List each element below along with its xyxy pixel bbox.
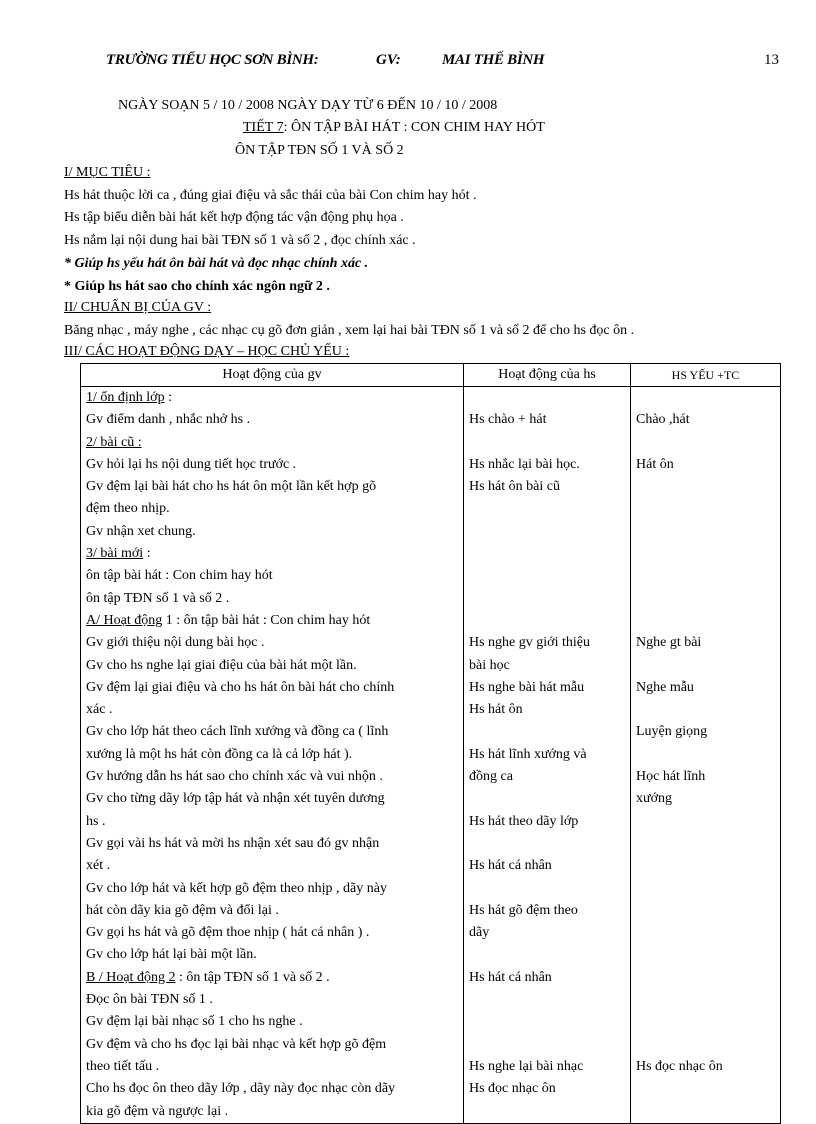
weak-student-line xyxy=(636,967,775,989)
student-activity-line xyxy=(469,521,625,543)
weak-student-line xyxy=(636,476,775,498)
teacher-activity-line: hs . xyxy=(86,813,106,829)
teacher-activity-line: xác . xyxy=(86,702,113,718)
weak-student-line: xướng xyxy=(636,791,672,807)
weak-student-line: Nghe mẫu xyxy=(636,679,694,695)
student-activity-line: Hs hát gõ đệm theo xyxy=(469,902,578,918)
weak-student-line: Chào ,hát xyxy=(636,412,690,428)
weak-student-line xyxy=(636,833,775,855)
teacher-activity-line: kia gõ đệm và ngược lại . xyxy=(86,1103,229,1119)
student-activity-line: Hs nghe gv giới thiệu xyxy=(469,635,590,651)
student-activity-line: đồng ca xyxy=(469,769,513,785)
date-line: NGÀY SOẠN 5 / 10 / 2008 NGÀY DẠY TỪ 6 ĐẾN 10 / 10 / 2008 xyxy=(118,98,498,113)
student-activity-line: Hs hát cá nhân xyxy=(469,858,552,874)
teacher-activity-line: Gv đệm lại bài hát cho hs hát ôn một lần kết hợp gõ xyxy=(86,479,377,495)
weak-student-line xyxy=(636,811,775,833)
teacher-activity-line xyxy=(86,610,458,632)
section-label: 3/ bài mới xyxy=(86,546,144,562)
section-label-tail: 1 : ôn tập bài hát : Con chim hay hót xyxy=(162,612,371,628)
objective-note: * Giúp hs hát sao cho chính xác ngôn ngữ 2 . xyxy=(64,279,330,294)
student-activity-line: Hs nhắc lại bài học. xyxy=(469,456,580,472)
teacher-activity-line: Gv đệm lại giai điệu và cho hs hát ôn bài hát cho chính xyxy=(86,679,395,695)
teacher-activity-line: Gv điểm danh , nhắc nhở hs . xyxy=(86,412,251,428)
section-label: B / Hoạt động 2 xyxy=(86,969,176,985)
weak-student-line xyxy=(636,699,775,721)
activities-table xyxy=(80,363,781,1124)
student-activity-line: Hs nghe bài hát mẫu xyxy=(469,679,585,695)
student-activity-line: Hs hát ôn xyxy=(469,702,523,718)
column-header-weak-students: HS YẾU +TC xyxy=(631,364,781,387)
weak-student-line xyxy=(636,543,775,565)
weak-student-line xyxy=(636,387,775,409)
objective-item: Hs nắm lại nội dung hai bài TĐN số 1 và số 2 , đọc chính xác . xyxy=(64,233,416,248)
student-activity-line xyxy=(469,721,625,743)
teacher-activity-line: đệm theo nhịp. xyxy=(86,501,170,517)
student-activity-line xyxy=(469,588,625,610)
weak-student-line: Học hát lĩnh xyxy=(636,769,706,785)
teacher-label: GV: xyxy=(376,52,401,68)
section-label-tail: : xyxy=(143,546,151,562)
section-label-tail: : ôn tập TĐN số 1 và số 2 . xyxy=(175,969,330,985)
teacher-activity-line: ôn tập TĐN số 1 và số 2 . xyxy=(86,590,230,606)
teacher-activity-line: xướng là một hs hát còn đồng ca là cả lớp hát ). xyxy=(86,746,353,762)
teacher-activity-line xyxy=(86,432,458,454)
student-activity-line: Hs hát theo dãy lớp xyxy=(469,813,579,829)
teacher-activity-line: Gv gọi hs hát và gõ đệm thoe nhịp ( hát cá nhân ) . xyxy=(86,925,370,941)
weak-student-line xyxy=(636,989,775,1011)
column-header-teacher: Hoạt động của gv xyxy=(81,364,464,387)
section-label: A/ Hoạt động xyxy=(86,612,163,628)
objective-note: * Giúp hs yếu hát ôn bài hát và đọc nhạc chính xác . xyxy=(64,256,369,271)
student-activity-line xyxy=(469,1034,625,1056)
weak-student-line: Hs đọc nhạc ôn xyxy=(636,1058,723,1074)
weak-student-line xyxy=(636,498,775,520)
preparation-heading: II/ CHUẨN BỊ CỦA GV : xyxy=(64,300,212,315)
student-activity-line: bài học xyxy=(469,657,510,673)
weak-student-line: Luyện giọng xyxy=(636,724,708,740)
weak-student-line xyxy=(636,610,775,632)
student-activity-line: Hs hát ôn bài cũ xyxy=(469,479,560,495)
teacher-activities-cell xyxy=(81,387,464,1124)
weak-student-line xyxy=(636,855,775,877)
weak-student-line xyxy=(636,1011,775,1033)
lesson-subtitle: ÔN TẬP TĐN SỐ 1 VÀ SỐ 2 xyxy=(235,143,404,158)
teacher-activity-line: Gv gọi vài hs hát và mời hs nhận xét sau đó gv nhận xyxy=(86,835,380,851)
student-activity-line: Hs đọc nhạc ôn xyxy=(469,1081,556,1097)
weak-students-cell xyxy=(631,387,781,1124)
weak-student-line xyxy=(636,588,775,610)
teacher-activity-line xyxy=(86,387,458,409)
weak-student-line xyxy=(636,878,775,900)
table-header-row xyxy=(81,364,781,387)
weak-student-line xyxy=(636,432,775,454)
teacher-activity-line: Gv cho lớp hát và kết hợp gõ đệm theo nhịp , dãy này xyxy=(86,880,387,896)
teacher-activity-line: ôn tập bài hát : Con chim hay hót xyxy=(86,568,273,584)
objective-item: Hs tập biểu diễn bài hát kết hợp động tác vận động phụ họa . xyxy=(64,210,404,225)
section-label-tail: : xyxy=(164,390,172,405)
objectives-heading: I/ MỤC TIÊU : xyxy=(64,165,151,180)
weak-student-line xyxy=(636,655,775,677)
student-activity-line xyxy=(469,788,625,810)
teacher-activity-line: Gv đệm và cho hs đọc lại bài nhạc và kết hợp gõ đệm xyxy=(86,1036,387,1052)
page-header xyxy=(0,52,816,74)
weak-student-line xyxy=(636,944,775,966)
weak-student-line xyxy=(636,922,775,944)
student-activity-line xyxy=(469,498,625,520)
teacher-activity-line: Gv giới thiệu nội dung bài học . xyxy=(86,635,265,651)
student-activity-line xyxy=(469,989,625,1011)
student-activity-line: Hs chào + hát xyxy=(469,412,547,428)
student-activity-line xyxy=(469,432,625,454)
lesson-title-text: : ÔN TẬP BÀI HÁT : CON CHIM HAY HÓT xyxy=(283,120,545,135)
student-activity-line: Hs hát cá nhân xyxy=(469,969,552,985)
student-activity-line xyxy=(469,610,625,632)
weak-student-line xyxy=(636,1078,775,1100)
column-header-student: Hoạt động của hs xyxy=(464,364,631,387)
activities-heading: III/ CÁC HOẠT ĐỘNG DẠY – HỌC CHỦ YẾU : xyxy=(64,344,350,359)
student-activity-line: Hs hát lĩnh xướng và xyxy=(469,746,587,762)
section-label: 1/ ổn định lớp xyxy=(86,390,165,405)
student-activity-line xyxy=(469,944,625,966)
weak-student-line xyxy=(636,744,775,766)
table-body-row xyxy=(81,387,781,1124)
objective-item: Hs hát thuộc lời ca , đúng giai điệu và sắc thái của bài Con chim hay hót . xyxy=(64,188,477,203)
teacher-activity-line: xét . xyxy=(86,858,111,874)
teacher-activity-line: Gv nhận xet chung. xyxy=(86,523,196,539)
student-activities-cell xyxy=(464,387,631,1124)
teacher-activity-line: Gv cho từng dãy lớp tập hát và nhận xét tuyên dương xyxy=(86,791,385,807)
teacher-activity-line: hát còn dãy kia gõ đệm và đổi lại . xyxy=(86,902,279,918)
teacher-activity-line: Gv hỏi lại hs nội dung tiết học trước . xyxy=(86,456,297,472)
student-activity-line xyxy=(469,1101,625,1123)
weak-student-line: Nghe gt bài xyxy=(636,635,702,651)
preparation-text: Băng nhạc , máy nghe , các nhạc cụ gõ đơn giản , xem lại hai bài TĐN số 1 và số 2 để cho hs đọc ôn . xyxy=(64,323,635,338)
section-label: 2/ bài cũ : xyxy=(86,434,142,450)
weak-student-line: Hát ôn xyxy=(636,456,674,472)
teacher-activity-line: Gv hướng dẫn hs hát sao cho chính xác và vui nhộn . xyxy=(86,769,383,785)
student-activity-line xyxy=(469,543,625,565)
weak-student-line xyxy=(636,521,775,543)
student-activity-line xyxy=(469,1011,625,1033)
teacher-activity-line: Gv đệm lại bài nhạc số 1 cho hs nghe . xyxy=(86,1014,303,1030)
student-activity-line: Hs nghe lại bài nhạc xyxy=(469,1058,584,1074)
teacher-activity-line: Gv cho hs nghe lại giai điệu của bài hát một lần. xyxy=(86,657,357,673)
student-activity-line xyxy=(469,833,625,855)
student-activity-line xyxy=(469,878,625,900)
weak-student-line xyxy=(636,900,775,922)
teacher-activity-line: Cho hs đọc ôn theo dãy lớp , dãy này đọc nhạc còn dãy xyxy=(86,1081,396,1097)
lesson-title xyxy=(243,118,545,138)
teacher-activity-line xyxy=(86,967,458,989)
page-number: 13 xyxy=(764,52,779,68)
teacher-activity-line: Gv cho lớp hát theo cách lĩnh xướng và đồng ca ( lĩnh xyxy=(86,724,389,740)
student-activity-line: dãy xyxy=(469,925,490,941)
teacher-activity-line: theo tiết tấu . xyxy=(86,1058,160,1074)
teacher-activity-line: Gv cho lớp hát lại bài một lần. xyxy=(86,947,257,963)
weak-student-line xyxy=(636,1034,775,1056)
teacher-activity-line: Đọc ôn bài TĐN số 1 . xyxy=(86,992,213,1008)
weak-student-line xyxy=(636,565,775,587)
lesson-label: TIẾT 7 xyxy=(243,120,284,135)
teacher-activity-line xyxy=(86,543,458,565)
school-name: TRƯỜNG TIỂU HỌC SƠN BÌNH: xyxy=(106,52,319,68)
student-activity-line xyxy=(469,387,625,409)
student-activity-line xyxy=(469,565,625,587)
weak-student-line xyxy=(636,1101,775,1123)
teacher-name: MAI THẾ BÌNH xyxy=(442,52,545,68)
